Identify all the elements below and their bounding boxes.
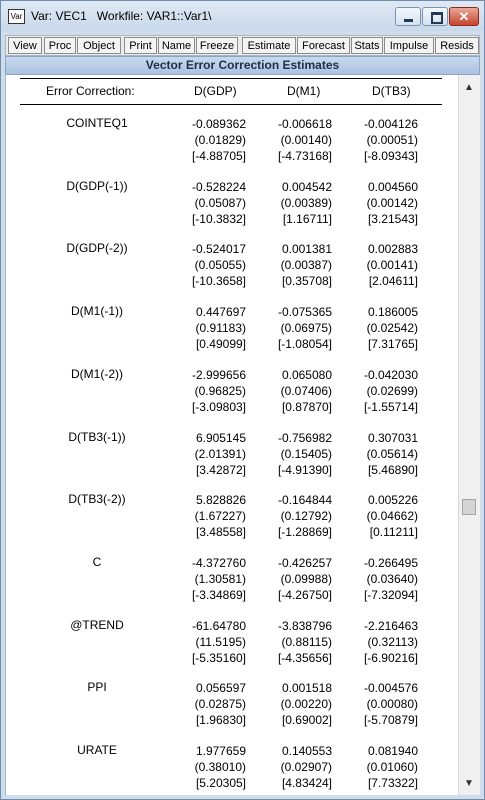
table-cell: 6.905145: [195, 431, 246, 445]
row-label: D(GDP(-1)): [66, 179, 128, 193]
table-cell: -61.64780: [191, 619, 246, 633]
row-label: D(GDP(-2)): [66, 241, 128, 255]
table-cell: [-5.35160]: [191, 651, 246, 665]
estimate-button[interactable]: Estimate: [242, 37, 296, 54]
view-button[interactable]: View: [8, 37, 42, 54]
close-icon: ✕: [458, 9, 470, 24]
table-cell: -3.838796: [277, 619, 332, 633]
table-cell: [3.42872]: [195, 463, 246, 477]
table-cell: -0.004576: [363, 681, 418, 695]
proc-button[interactable]: Proc: [44, 37, 76, 54]
title-bar[interactable]: [1, 1, 484, 31]
table-cell: [-6.90216]: [363, 651, 418, 665]
table-cell: -0.756982: [277, 431, 332, 445]
maximize-icon: [431, 12, 443, 24]
table-cell: 0.004560: [367, 180, 418, 194]
table-cell: -2.216463: [363, 619, 418, 633]
close-button[interactable]: [449, 7, 479, 26]
table-cell: -0.524017: [191, 242, 246, 256]
stats-button[interactable]: Stats: [351, 37, 383, 54]
table-cell: -0.006618: [277, 117, 332, 131]
table-cell: [-8.09343]: [363, 149, 418, 163]
table-cell: (0.00141): [366, 258, 418, 272]
app-icon[interactable]: Var: [8, 9, 25, 24]
table-cell: [3.48558]: [195, 525, 246, 539]
table-cell: 0.307031: [367, 431, 418, 445]
table-cell: [-7.32094]: [363, 588, 418, 602]
table-cell: [3.21543]: [367, 212, 418, 226]
table-cell: (0.04662): [366, 509, 418, 523]
table-header-rule: [20, 104, 442, 105]
table-cell: -0.042030: [363, 368, 418, 382]
resids-button[interactable]: Resids: [435, 37, 479, 54]
table-cell: [-4.35656]: [277, 651, 332, 665]
table-cell: (1.30581): [194, 572, 246, 586]
table-cell: 0.081940: [367, 744, 418, 758]
table-cell: (1.67227): [194, 509, 246, 523]
table-cell: (0.12792): [280, 509, 332, 523]
column-header-label: Error Correction:: [46, 84, 135, 98]
table-cell: (0.02907): [280, 760, 332, 774]
table-cell: [-10.3658]: [191, 274, 246, 288]
table-cell: (0.02542): [366, 321, 418, 335]
table-cell: (0.15405): [280, 447, 332, 461]
estimates-table: [5, 75, 458, 795]
table-cell: 1.977659: [195, 744, 246, 758]
table-cell: [4.83424]: [281, 776, 332, 790]
table-cell: -4.372760: [191, 556, 246, 570]
table-cell: 0.002883: [367, 242, 418, 256]
table-cell: [7.31765]: [367, 337, 418, 351]
table-cell: [-3.09803]: [191, 400, 246, 414]
table-cell: [-1.28869]: [277, 525, 332, 539]
table-cell: (0.09988): [280, 572, 332, 586]
scrollbar-thumb[interactable]: [462, 499, 476, 515]
table-cell: (0.96825): [194, 384, 246, 398]
table-cell: (0.05614): [366, 447, 418, 461]
table-cell: 0.140553: [281, 744, 332, 758]
forecast-button[interactable]: Forecast: [297, 37, 350, 54]
output-header: Vector Error Correction Estimates: [5, 56, 480, 75]
table-cell: (11.5195): [195, 635, 246, 649]
print-button[interactable]: Print: [124, 37, 157, 54]
column-header-dgdp: D(GDP): [194, 84, 237, 98]
table-cell: (0.02699): [366, 384, 418, 398]
table-cell: 0.186005: [367, 305, 418, 319]
minimize-icon: [404, 19, 413, 22]
impulse-button[interactable]: Impulse: [384, 37, 434, 54]
table-cell: [5.46890]: [367, 463, 418, 477]
table-cell: [0.49099]: [195, 337, 246, 351]
table-cell: [0.35708]: [281, 274, 332, 288]
table-cell: -0.164844: [277, 493, 332, 507]
table-cell: (0.00051): [366, 133, 418, 147]
row-label: D(TB3(-2)): [68, 492, 126, 506]
table-cell: [7.73322]: [367, 776, 418, 790]
table-cell: (0.00387): [280, 258, 332, 272]
table-cell: [0.11211]: [369, 525, 418, 539]
table-cell: [-10.3832]: [191, 212, 246, 226]
scroll-down-icon[interactable]: ▼: [464, 778, 474, 789]
table-cell: [-4.91390]: [277, 463, 332, 477]
table-top-rule: [20, 78, 442, 79]
row-label: C: [92, 555, 102, 569]
table-cell: [0.87870]: [281, 400, 332, 414]
table-cell: (0.32113): [367, 635, 418, 649]
table-cell: [0.69002]: [281, 713, 332, 727]
table-cell: [1.16711]: [282, 212, 332, 226]
object-button[interactable]: Object: [77, 37, 121, 54]
table-cell: (0.01829): [194, 133, 246, 147]
table-cell: [-3.34869]: [191, 588, 246, 602]
table-cell: -0.266495: [363, 556, 418, 570]
table-cell: (0.00080): [366, 697, 418, 711]
name-button[interactable]: Name: [158, 37, 195, 54]
table-cell: -0.075365: [277, 305, 332, 319]
row-label: D(TB3(-1)): [68, 430, 126, 444]
table-cell: 0.065080: [281, 368, 332, 382]
table-cell: 0.004542: [281, 180, 332, 194]
scroll-up-icon[interactable]: ▲: [464, 82, 474, 93]
table-cell: 0.001518: [281, 681, 332, 695]
table-cell: (2.01391): [194, 447, 246, 461]
table-cell: -2.999656: [191, 368, 246, 382]
table-cell: (0.07406): [280, 384, 332, 398]
table-cell: [2.04611]: [368, 274, 418, 288]
table-cell: (0.05087): [194, 196, 246, 210]
table-cell: -0.528224: [191, 180, 246, 194]
table-cell: (0.00220): [280, 697, 332, 711]
table-cell: 0.001381: [281, 242, 332, 256]
row-label: URATE: [77, 743, 117, 757]
table-cell: (0.00140): [280, 133, 332, 147]
table-cell: -0.426257: [277, 556, 332, 570]
table-cell: (0.38010): [194, 760, 246, 774]
table-cell: -0.089362: [191, 117, 246, 131]
maximize-button[interactable]: [422, 7, 448, 26]
row-label: D(M1(-1)): [71, 304, 123, 318]
table-cell: [-4.73168]: [277, 149, 332, 163]
table-cell: (0.03640): [366, 572, 418, 586]
table-cell: (0.05055): [194, 258, 246, 272]
table-cell: [1.96830]: [195, 713, 246, 727]
row-label: D(M1(-2)): [71, 367, 123, 381]
object-toolbar: [5, 35, 480, 56]
table-cell: (0.88115): [281, 635, 332, 649]
window-title: Var: VEC1 Workfile: VAR1::Var1\: [31, 9, 212, 23]
row-label: @TREND: [70, 618, 124, 632]
table-cell: 0.005226: [367, 493, 418, 507]
table-cell: -0.004126: [363, 117, 418, 131]
vertical-scrollbar[interactable]: [458, 75, 480, 795]
table-cell: [-5.70879]: [363, 713, 418, 727]
table-cell: [-1.55714]: [363, 400, 418, 414]
table-cell: (0.00142): [366, 196, 418, 210]
row-label: COINTEQ1: [66, 116, 128, 130]
table-cell: 5.828826: [195, 493, 246, 507]
table-cell: [-4.26750]: [277, 588, 332, 602]
freeze-button[interactable]: Freeze: [196, 37, 238, 54]
table-cell: 0.447697: [195, 305, 246, 319]
row-label: PPI: [87, 680, 107, 694]
column-header-dtb3: D(TB3): [372, 84, 411, 98]
table-cell: [5.20305]: [195, 776, 246, 790]
table-cell: [-1.08054]: [277, 337, 332, 351]
table-cell: (0.02875): [194, 697, 246, 711]
table-cell: (0.91183): [195, 321, 246, 335]
column-header-dm1: D(M1): [287, 84, 321, 98]
table-cell: (0.01060): [366, 760, 418, 774]
table-cell: [-4.88705]: [191, 149, 246, 163]
table-cell: 0.056597: [195, 681, 246, 695]
table-cell: (0.00389): [280, 196, 332, 210]
table-cell: (0.06975): [280, 321, 332, 335]
minimize-button[interactable]: [395, 7, 421, 26]
